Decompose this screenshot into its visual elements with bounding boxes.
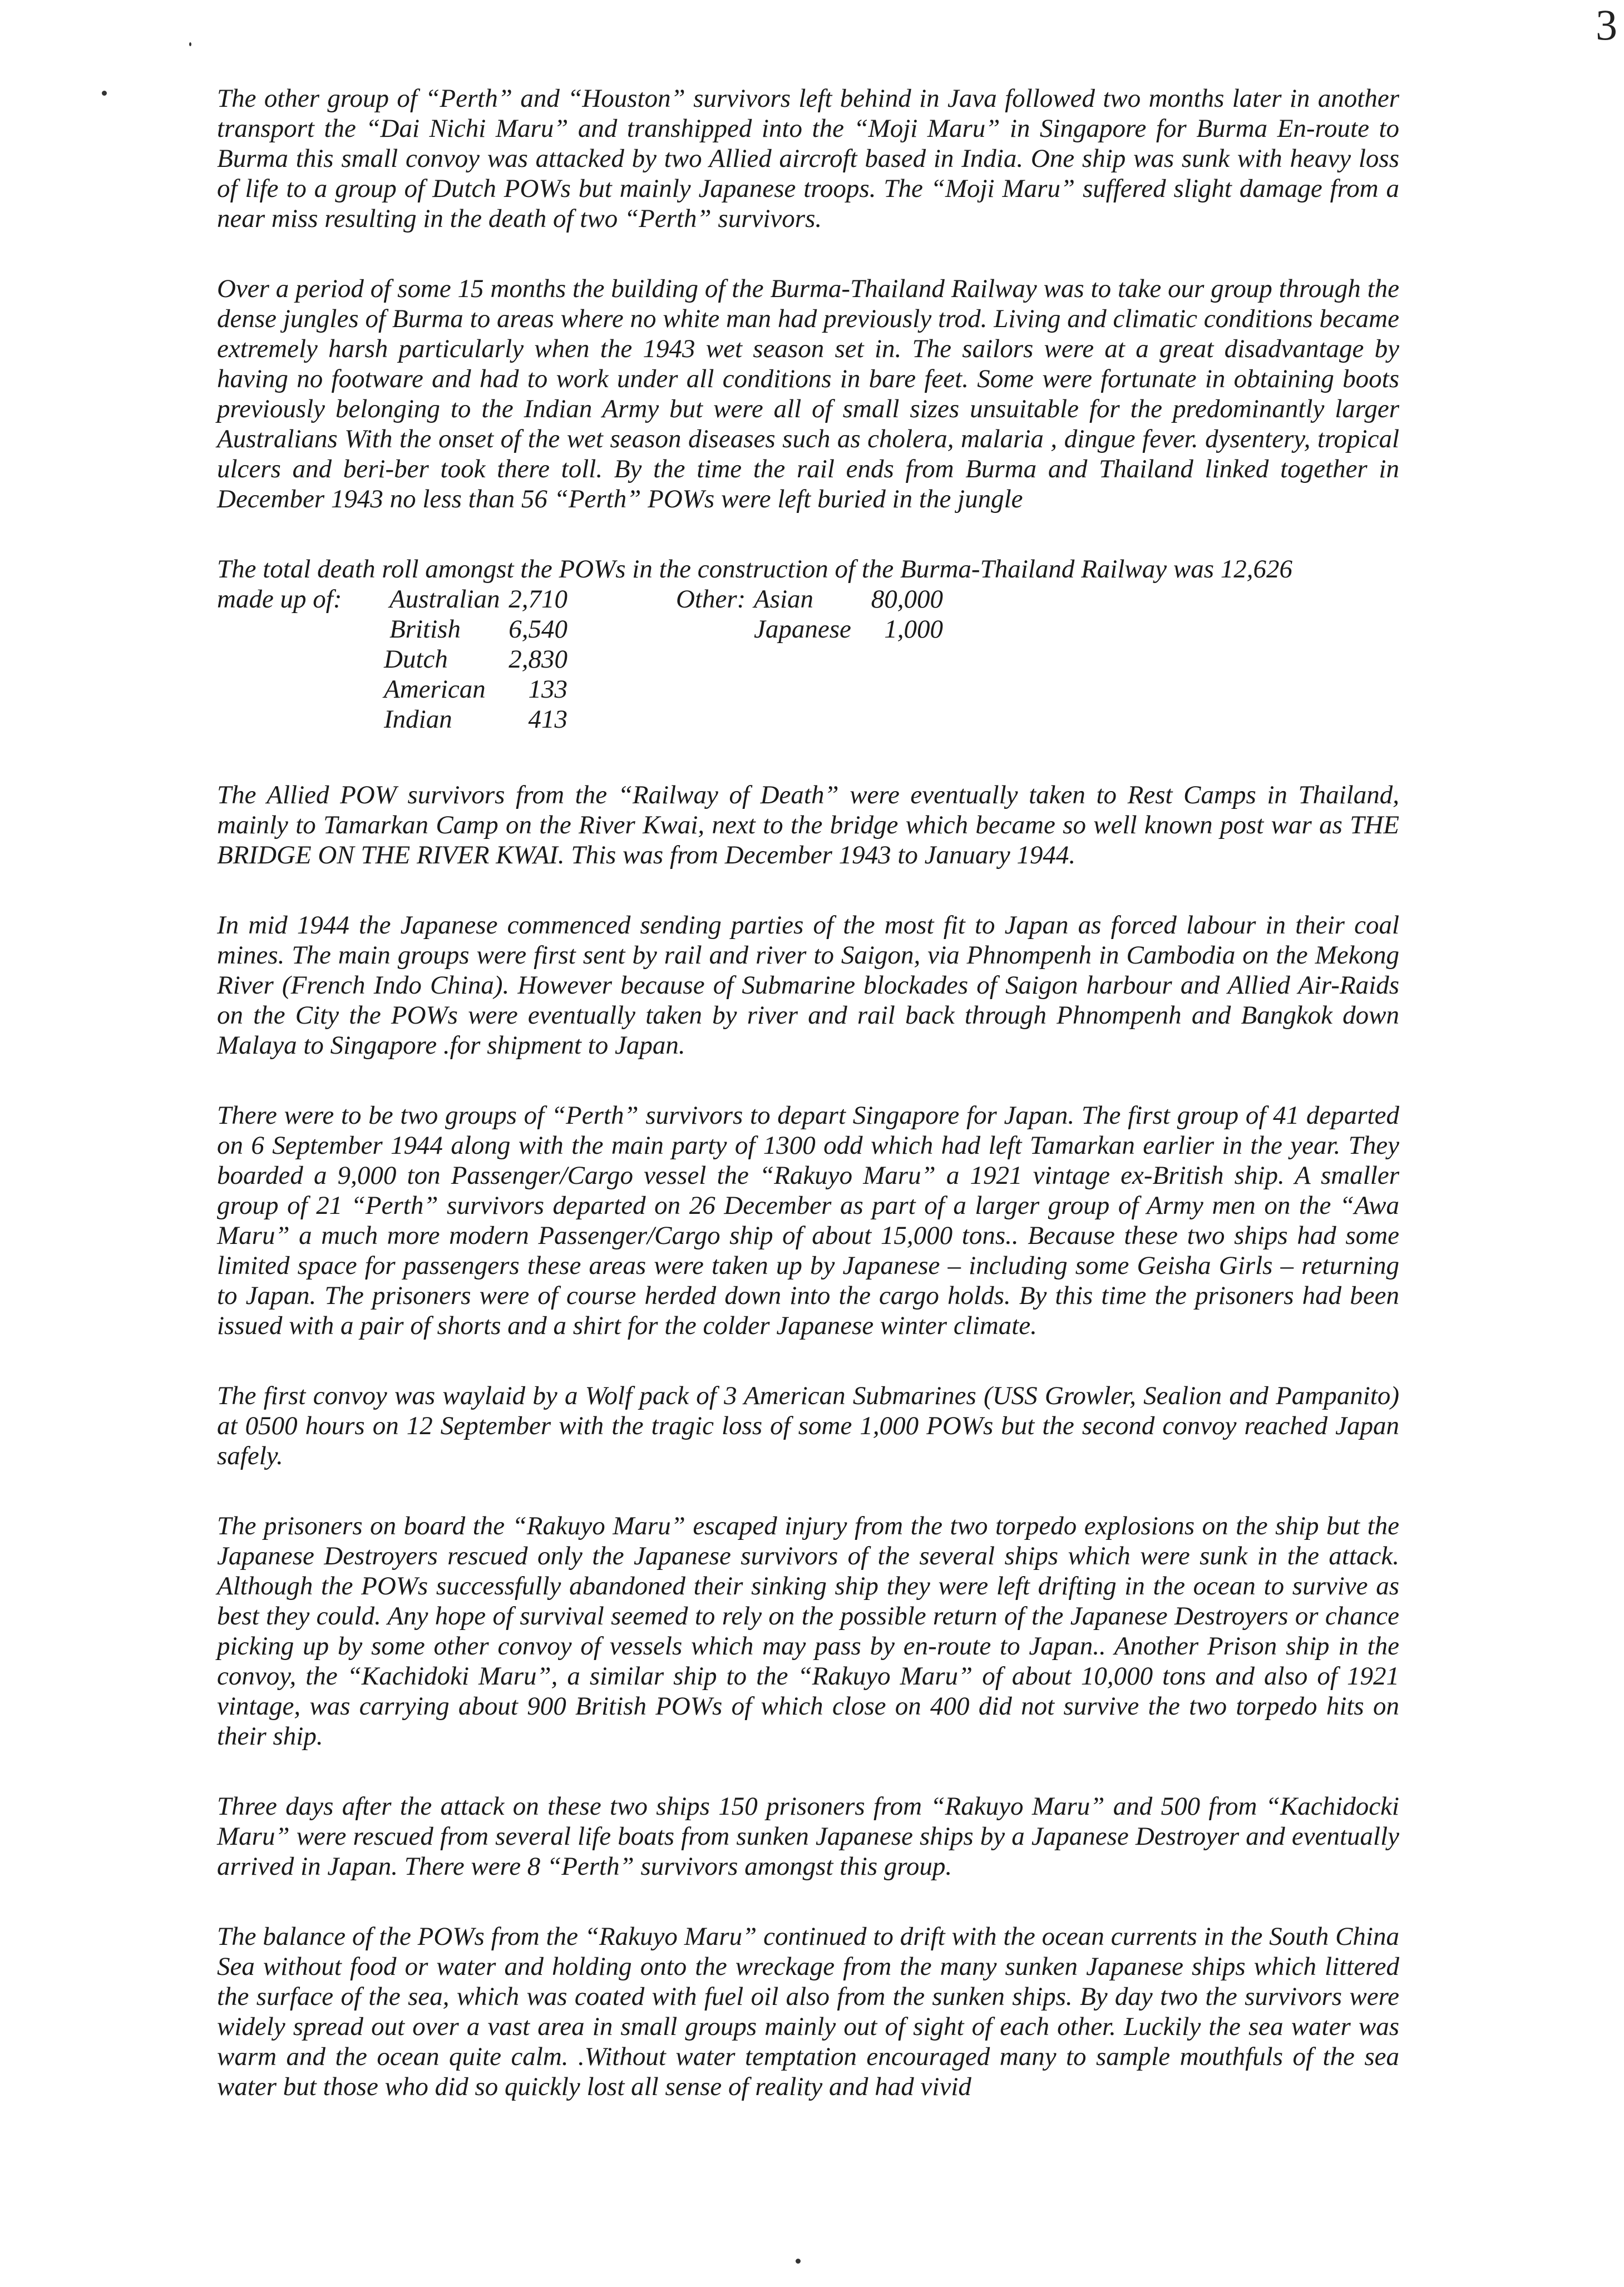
paragraph: The balance of the POWs from the “Rakuyo Maru” continued to drift with the ocean currents in the South China Sea without food or water and holding onto the wreckage from the many sunken Japanese ships which littered the surface of the sea, which was coated with fuel oil also from the sunken ships. By day two the survivors were widely spread out over a vast area in small groups mainly out of sight of each other. Luckily the sea water was warm and the ocean quite calm. .Without water temptation encouraged many to sample mouthfuls of the sea water but those who did so quickly lost all sense of reality and had vivid (217, 1922, 1399, 2101)
nationality-count: 6,540 (509, 615, 567, 644)
nationality-name: Indian (384, 705, 452, 734)
other-name: Asian (754, 585, 814, 614)
document-body (217, 83, 1399, 2102)
nationality-name: Dutch (384, 645, 448, 674)
nationality-count: 2,830 (509, 645, 567, 674)
speck-mark (189, 42, 191, 46)
speck-mark (796, 2259, 801, 2264)
nationality-name: Australian (389, 585, 500, 614)
paragraph: The first convoy was waylaid by a Wolf pack of 3 American Submarines (USS Growler, Sealion and Pampanito) at 0500 hours on 12 September with the tragic loss of some 1,000 POWs but the second convoy reached Japan safely. (217, 1381, 1399, 1470)
death-toll-table (217, 584, 1399, 740)
paragraph: There were to be two groups of “Perth” survivors to depart Singapore for Japan. The first group of 41 departed on 6 September 1944 along with the main party of 1300 odd which had left Tamarkan earlier in the year. They boarded a 9,000 ton Passenger/Cargo vessel the “Rakuyo Maru” a 1921 vintage ex-British ship. A smaller group of 21 “Perth” survivors departed on 26 December as part of a larger group of Army men on the “Awa Maru” a much more modern Passenger/Cargo ship of about 15,000 tons.. Because these two ships had some limited space for passengers these areas were taken up by Japanese – including some Geisha Girls – returning to Japan. The prisoners were of course herded down into the cargo holds. By this time the prisoners had been issued with a pair of shorts and a shirt for the colder Japanese winter climate. (217, 1101, 1399, 1340)
page-number: 3 (1596, 1, 1617, 49)
paragraph: In mid 1944 the Japanese commenced sending parties of the most fit to Japan as forced labour in their coal mines. The main groups were first sent by rail and river to Saigon, via Phnompenh in Cambodia on the Mekong River (French Indo China). However because of Submarine blockades of Saigon harbour and Allied Air-Raids on the City the POWs were eventually taken by river and rail back through Phnompenh and Bangkok down Malaya to Singapore .for shipment to Japan. (217, 911, 1399, 1060)
made-up-of-label: made up of: (217, 585, 342, 614)
paragraph: Three days after the attack on these two ships 150 prisoners from “Rakuyo Maru” and 500 from “Kachidocki Maru” were rescued from several life boats from sunken Japanese ships by a Japanese Destroyer and eventually arrived in Japan. There were 8 “Perth” survivors amongst this group. (217, 1792, 1399, 1881)
nationality-count: 2,710 (509, 585, 567, 614)
nationality-count: 413 (528, 705, 567, 734)
death-toll-block (217, 554, 1399, 740)
nationality-count: 133 (528, 675, 567, 704)
death-toll-intro: The total death roll amongst the POWs in the construction of the Burma-Thailand Railway was 12,626 (217, 555, 1293, 584)
paragraph: Over a period of some 15 months the building of the Burma-Thailand Railway was to take our group through the dense jungles of Burma to areas where no white man had previously trod. Living and climatic conditions became extremely harsh particularly when the 1943 wet season set in. The sailors were at a great disadvantage by having no footware and had to work under all conditions in bare feet. Some were fortunate in obtaining boots previously belonging to the Indian Army but were all of small sizes unsuitable for the predominantly larger Australians With the onset of the wet season diseases such as cholera, malaria , dingue fever. dysentery, tropical ulcers and beri-ber took there toll. By the time the rail ends from Burma and Thailand linked together in December 1943 no less than 56 “Perth” POWs were left buried in the jungle (217, 274, 1399, 513)
paragraph: The Allied POW survivors from the “Railway of Death” were eventually taken to Rest Camps in Thailand, mainly to Tamarkan Camp on the River Kwai, next to the bridge which became so well known post war as THE BRIDGE ON THE RIVER KWAI. This was from December 1943 to January 1944. (217, 781, 1399, 870)
paragraph: The other group of “Perth” and “Houston” survivors left behind in Java followed two months later in another transport the “Dai Nichi Maru” and transhipped into the “Moji Maru” in Singapore for Burma En-route to Burma this small convoy was attacked by two Allied aircroft based in India. One ship was sunk with heavy loss of life to a group of Dutch POWs but mainly Japanese troops. The “Moji Maru” suffered slight damage from a near miss resulting in the death of two “Perth” survivors. (217, 84, 1399, 233)
paragraph: The prisoners on board the “Rakuyo Maru” escaped injury from the two torpedo explosions on the ship but the Japanese Destroyers rescued only the Japanese survivors of the several ships which were sunk in the attack. Although the POWs successfully abandoned their sinking ship they were left drifting in the ocean to survive as best they could. Any hope of survival seemed to rely on the possible return of the Japanese Destroyers or chance picking up by some other convoy of vessels which may pass by en-route to Japan.. Another Prison ship in the convoy, the “Kachidoki Maru”, a similar ship to the “Rakuyo Maru” of about 10,000 tons and also of 1921 vintage, was carrying about 900 British POWs of which close on 400 did not survive the two torpedo hits on their ship. (217, 1512, 1399, 1751)
speck-mark (102, 91, 107, 96)
other-label: Other: (676, 585, 746, 614)
other-count: 80,000 (871, 585, 943, 614)
nationality-name: American (384, 675, 486, 704)
nationality-name: British (389, 615, 461, 644)
other-count: 1,000 (884, 615, 943, 644)
other-name: Japanese (754, 615, 851, 644)
